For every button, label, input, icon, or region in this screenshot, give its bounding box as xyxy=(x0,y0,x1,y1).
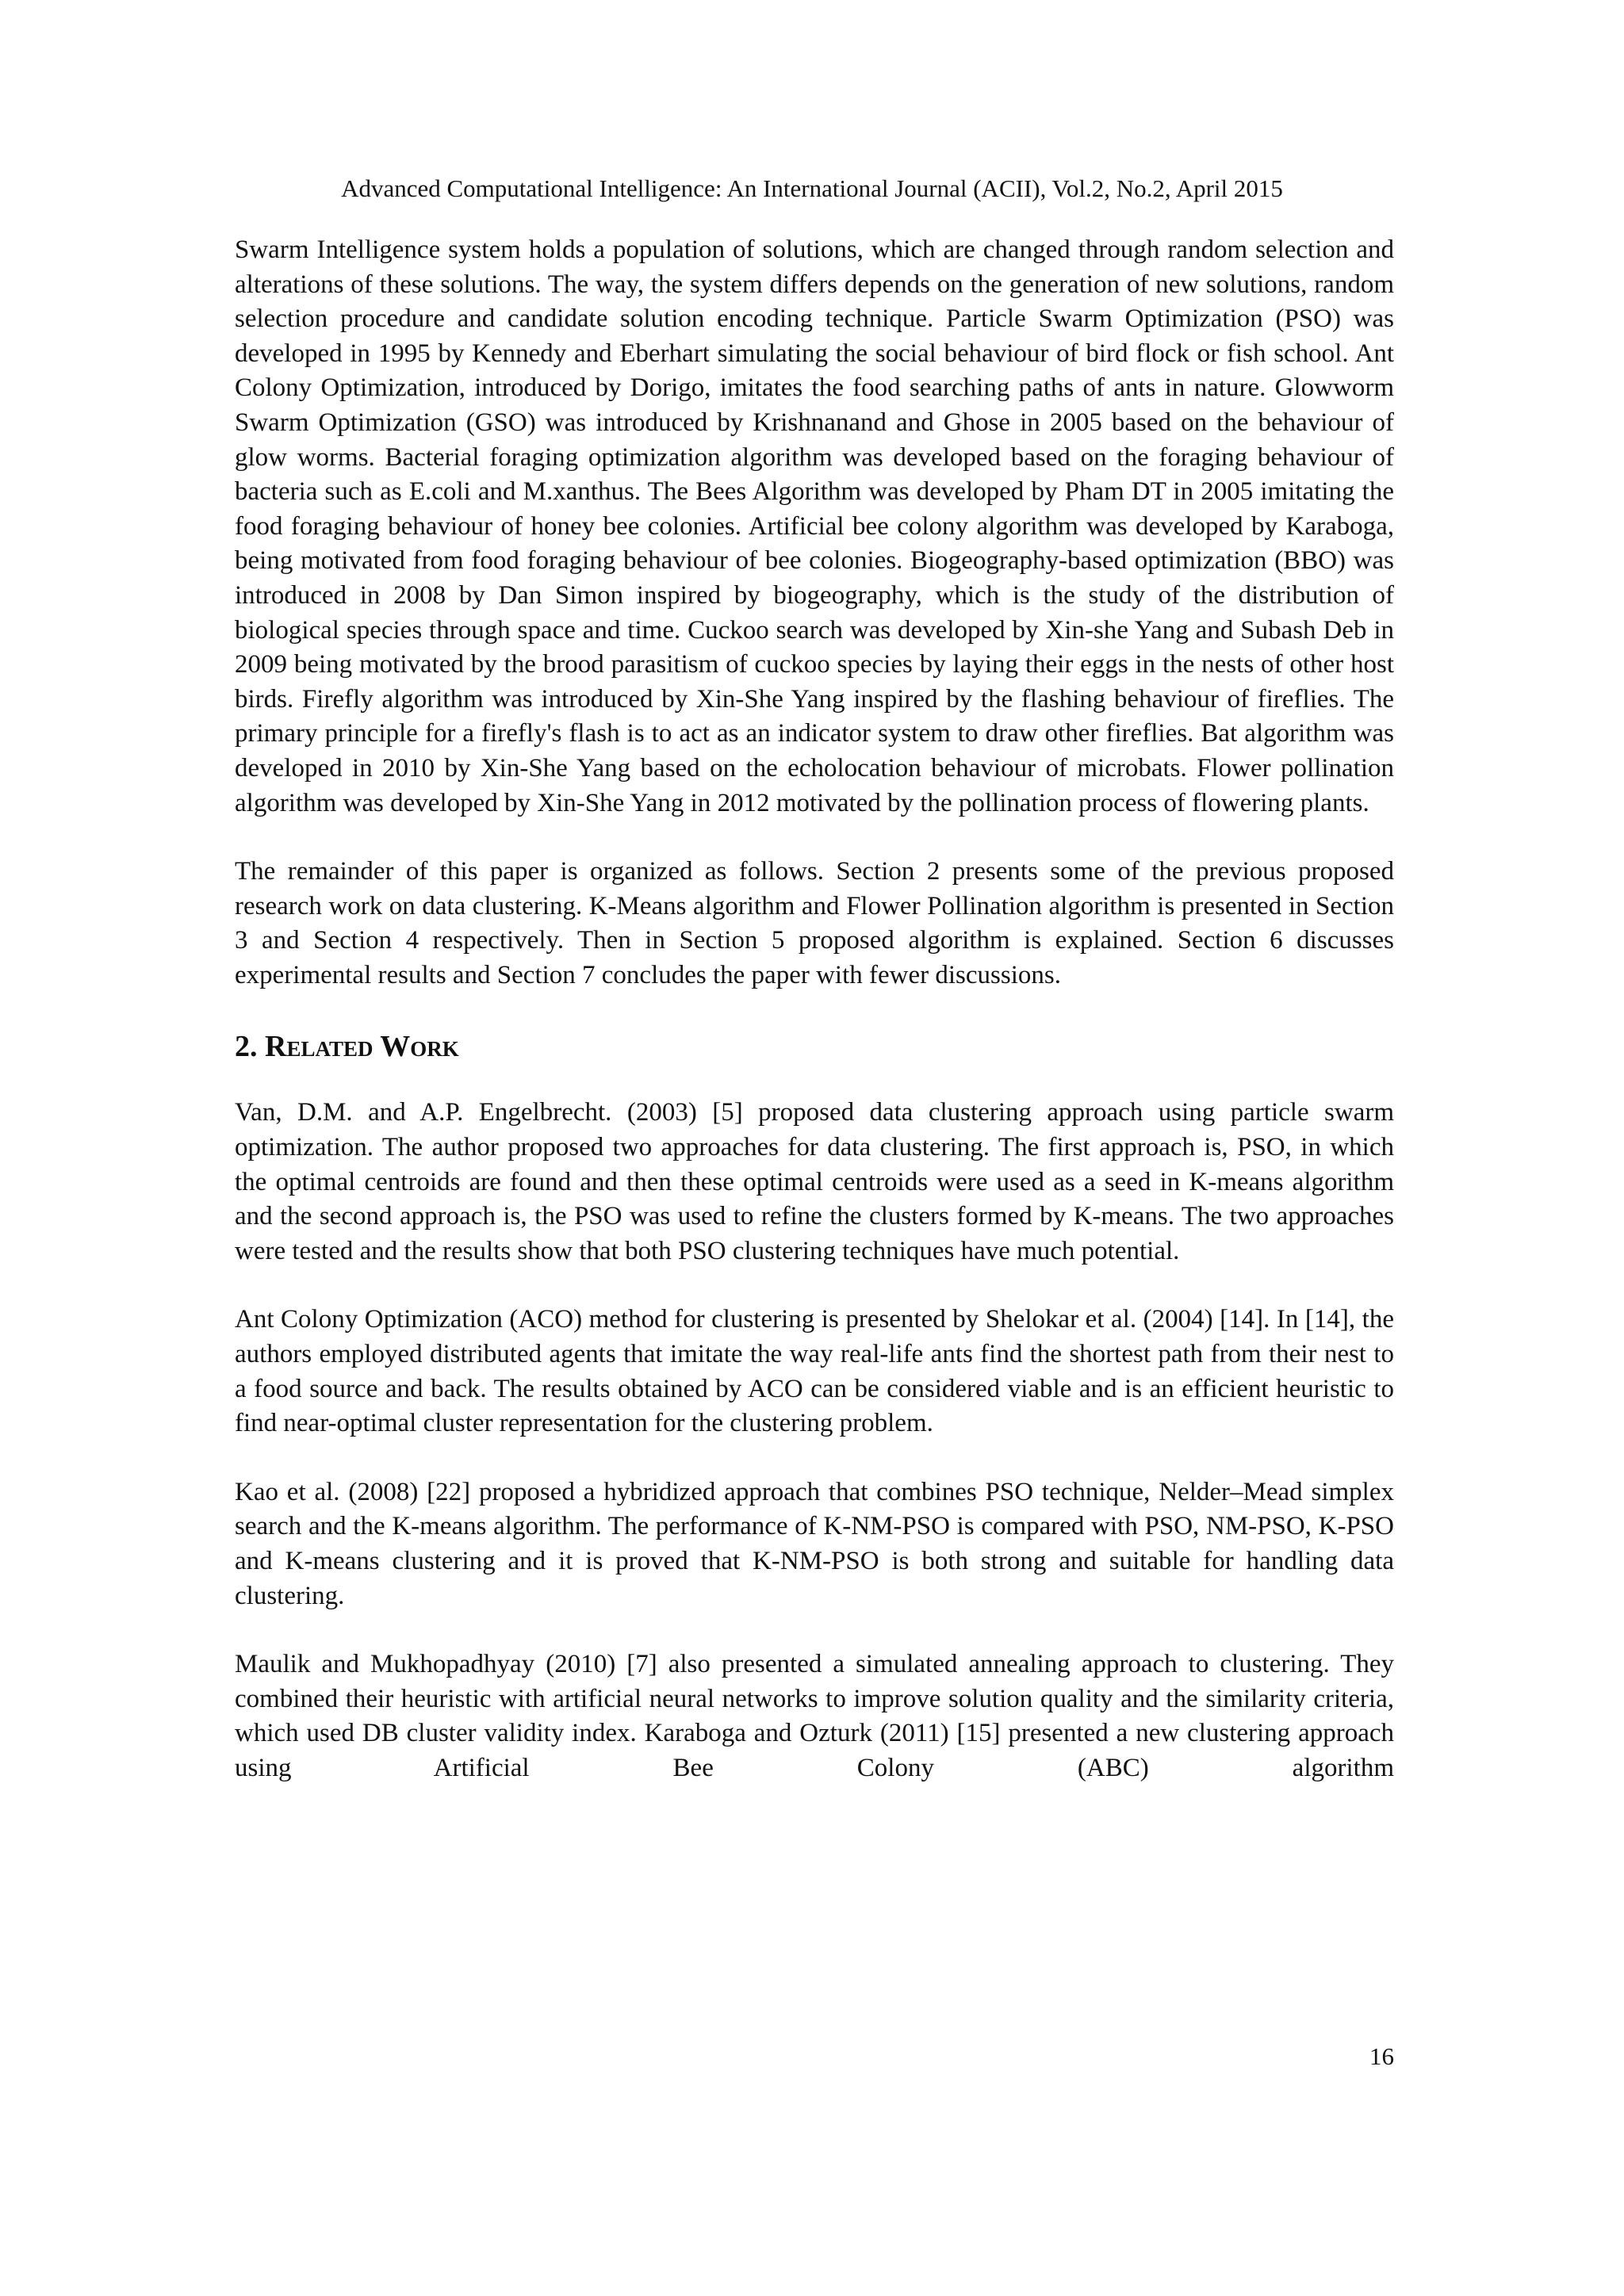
section-title: Related Work xyxy=(265,1030,459,1064)
related-work-paragraph-4: Maulik and Mukhopadhyay (2010) [7] also presented a simulated annealing approach to clustering. They combined their heuristic with artificial neural networks to improve solution quality and the similarity criteria, which used DB cluster validity index. Karaboga and Ozturk (2011) [15] presented a new clustering approach using Artificial Bee Colony (ABC) algorithm xyxy=(235,1650,1394,1782)
section-heading-related-work xyxy=(235,1027,1394,1066)
section-number: 2. xyxy=(235,1030,265,1064)
related-work-paragraph-1: Van, D.M. and A.P. Engelbrecht. (2003) [5] proposed data clustering approach using particle swarm optimization. The author proposed two approaches for data clustering. The first approach is, PSO, in which the optimal centroids are found and then these optimal centroids were used as a seed in K-means algorithm and the second approach is, the PSO was used to refine the clusters formed by K-means. The two approaches were tested and the results show that both PSO clustering techniques have much potential. xyxy=(235,1098,1394,1265)
page-body xyxy=(235,233,1394,1786)
related-work-paragraph-3: Kao et al. (2008) [22] proposed a hybridized approach that combines PSO technique, Nelder–Mead simplex search and the K-means algorithm. The performance of K-NM-PSO is compared with PSO, NM-PSO, K-PSO and K-means clustering and it is proved that K-NM-PSO is both strong and suitable for handling data clustering. xyxy=(235,1477,1394,1610)
page-number: 16 xyxy=(1369,2042,1394,2070)
intro-paragraph-2: The remainder of this paper is organized as follows. Section 2 presents some of the previous proposed research work on data clustering. K-Means algorithm and Flower Pollination algorithm is presented in Section 3 and Section 4 respectively. Then in Section 5 proposed algorithm is explained. Section 6 discusses experimental results and Section 7 concludes the paper with fewer discussions. xyxy=(235,857,1394,989)
related-work-paragraph-2: Ant Colony Optimization (ACO) method for clustering is presented by Shelokar et al. (2004) [14]. In [14], the authors employed distributed agents that imitate the way real-life ants find the shortest path from their nest to a food source and back. The results obtained by ACO can be considered viable and is an efficient heuristic to find near-optimal cluster representation for the clustering problem. xyxy=(235,1305,1394,1438)
running-header: Advanced Computational Intelligence: An International Journal (ACII), Vol.2, No.2, April 2015 xyxy=(341,174,1283,202)
intro-paragraph-1: Swarm Intelligence system holds a population of solutions, which are changed through random selection and alterations of these solutions. The way, the system differs depends on the generation of new solutions, random selection procedure and candidate solution encoding technique. Particle Swarm Optimization (PSO) was developed in 1995 by Kennedy and Eberhart simulating the social behaviour of bird flock or fish school. Ant Colony Optimization, introduced by Dorigo, imitates the food searching paths of ants in nature. Glowworm Swarm Optimization (GSO) was introduced by Krishnanand and Ghose in 2005 based on the behaviour of glow worms. Bacterial foraging optimization algorithm was developed based on the foraging behaviour of bacteria such as E.coli and M.xanthus. The Bees Algorithm was developed by Pham DT in 2005 imitating the food foraging behaviour of honey bee colonies. Artificial bee colony algorithm was developed by Karaboga, being motivated from food foraging behaviour of bee colonies. Biogeography-based optimization (BBO) was introduced in 2008 by Dan Simon inspired by biogeography, which is the study of the distribution of biological species through space and time. Cuckoo search was developed by Xin-she Yang and Subash Deb in 2009 being motivated by the brood parasitism of cuckoo species by laying their eggs in the nests of other host birds. Firefly algorithm was introduced by Xin-She Yang inspired by the flashing behaviour of fireflies. The primary principle for a firefly's flash is to act as an indicator system to draw other fireflies. Bat algorithm was developed in 2010 by Xin-She Yang based on the echolocation behaviour of microbats. Flower pollination algorithm was developed by Xin-She Yang in 2012 motivated by the pollination process of flowering plants. xyxy=(235,235,1394,817)
